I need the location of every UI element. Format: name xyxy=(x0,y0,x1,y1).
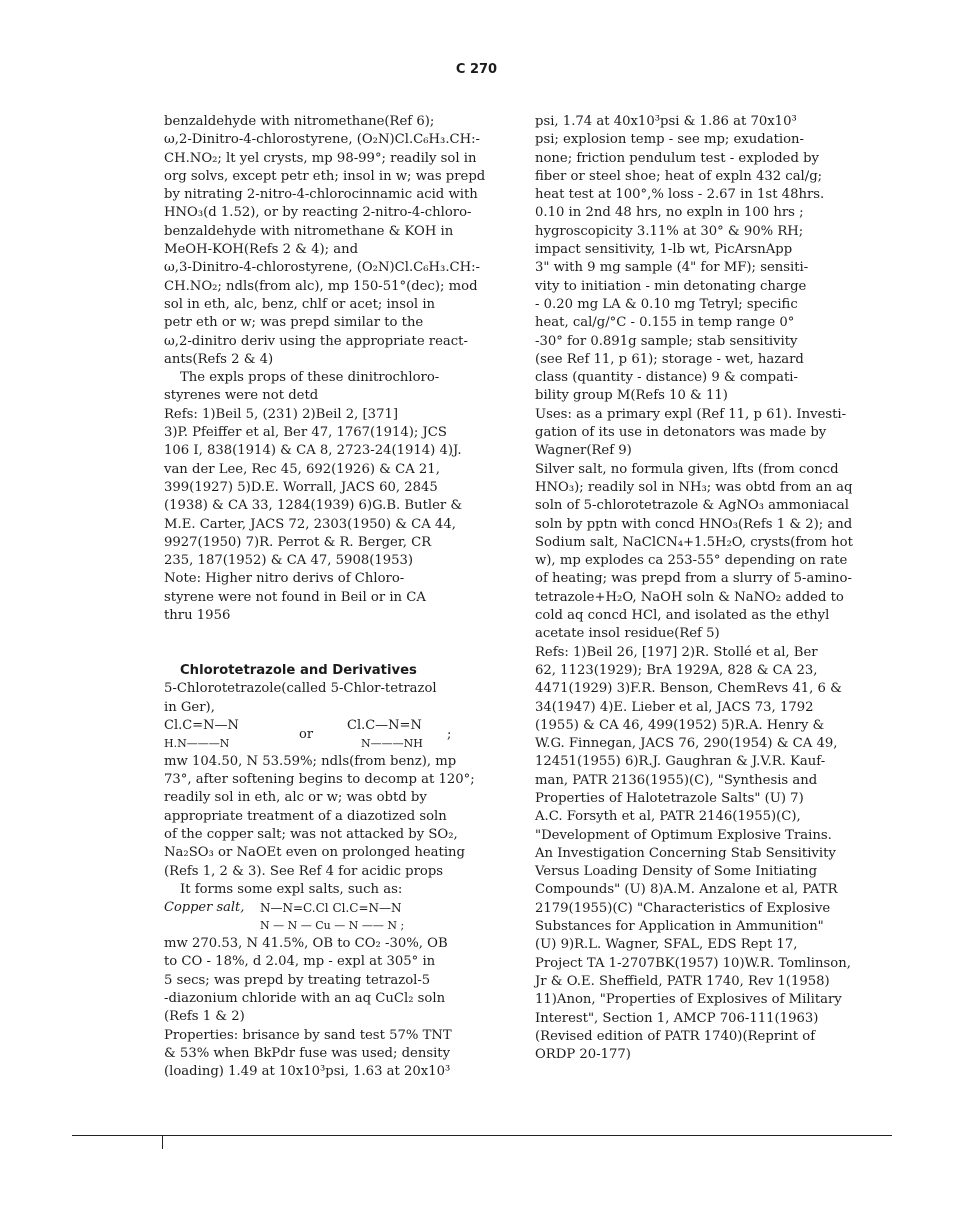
text-line: CH.NO₂; lt yel crysts, mp 98-99°; readily sol in xyxy=(164,150,477,166)
text-line: (Refs 1, 2 & 3). See Ref 4 for acidic props xyxy=(164,863,444,879)
text-line: styrene were not found in Beil or in CA xyxy=(164,589,426,605)
text-line: appropriate treatment of a diazotized soln xyxy=(164,808,447,824)
text-line: van der Lee, Rec 45, 692(1926) & CA 21, xyxy=(164,461,440,477)
text-line: Substances for Application in Ammunition" xyxy=(535,919,824,935)
structure-top-right: Cl.C—N=N xyxy=(347,717,422,733)
text-line: (Refs 1 & 2) xyxy=(164,1009,245,1025)
text-line: w), mp explodes ca 253-55° depending on rate xyxy=(535,553,848,569)
text-line: thru 1956 xyxy=(164,608,231,624)
text-line: (Revised edition of PATR 1740)(Reprint of xyxy=(535,1028,816,1044)
text-line: sol in eth, alc, benz, chlf or acet; insol in xyxy=(164,296,436,312)
text-line: Interest", Section 1, AMCP 706-111(1963) xyxy=(535,1010,819,1026)
text-line: Versus Loading Density of Some Initiating xyxy=(535,864,818,880)
text-line: CH.NO₂; ndls(from alc), mp 150-51°(dec); mod xyxy=(164,278,478,294)
text-line: org solvs, except petr eth; insol in w; was prepd xyxy=(164,168,486,184)
copper-salt-label: Copper salt, xyxy=(164,900,245,916)
text-line: Project TA 1-2707BK(1957) 10)W.R. Tomlinson, xyxy=(535,955,851,971)
text-line: mw 104.50, N 53.59%; ndls(from benz), mp xyxy=(164,753,457,769)
text-line: 5 secs; was prepd by treating tetrazol-5 xyxy=(164,972,431,988)
text-line: 62, 1123(1929); BrA 1929A, 828 & CA 23, xyxy=(535,662,818,678)
text-line: Note: Higher nitro derivs of Chloro- xyxy=(164,571,405,587)
text-line: heat, cal/g/°C - 0.155 in temp range 0° xyxy=(535,315,795,331)
text-line: W.G. Finnegan, JACS 76, 290(1954) & CA 49, xyxy=(535,736,838,752)
text-line: Silver salt, no formula given, lfts (from concd xyxy=(535,461,839,477)
text-line: gation of its use in detonators was made by xyxy=(535,425,827,441)
text-line: Compounds" (U) 8)A.M. Anzalone et al, PATR xyxy=(535,882,838,898)
text-line: 3" with 9 mg sample (4" for MF); sensiti- xyxy=(535,260,809,276)
text-line: in Ger), xyxy=(164,699,215,715)
text-line: & 53% when BkPdr fuse was used; density xyxy=(164,1045,451,1061)
structure-or: or xyxy=(299,726,314,742)
structure-semicolon: ; xyxy=(447,726,452,742)
text-line: benzaldehyde with nitromethane(Ref 6); xyxy=(164,114,435,129)
copper-salt-top: N—N=C.Cl Cl.C=N—N xyxy=(260,901,402,916)
text-line: Refs: 1)Beil 5, (231) 2)Beil 2, [371] xyxy=(164,406,398,422)
text-line: 235, 187(1952) & CA 47, 5908(1953) xyxy=(164,553,414,569)
text-line: tetrazole+H₂O, NaOH soln & NaNO₂ added to xyxy=(535,589,844,605)
text-line: benzaldehyde with nitromethane & KOH in xyxy=(164,223,454,239)
structure-bottom-left: H.N———N xyxy=(164,736,230,750)
text-line: none; friction pendulum test - exploded by xyxy=(535,150,820,166)
text-line: - 0.20 mg LA & 0.10 mg Tetryl; specific xyxy=(535,296,798,312)
text-line: (see Ref 11, p 61); storage - wet, hazard xyxy=(535,351,804,367)
text-line: Refs: 1)Beil 26, [197] 2)R. Stollé et al, Ber xyxy=(535,644,818,660)
text-line: psi; explosion temp - see mp; exudation- xyxy=(535,132,804,148)
footer-rule xyxy=(72,1135,892,1136)
text-line: of heating; was prepd from a slurry of 5-amino- xyxy=(535,571,852,587)
text-line: 3)P. Pfeiffer et al, Ber 47, 1767(1914); JCS xyxy=(164,425,447,441)
text-line: psi, 1.74 at 40x10³psi & 1.86 at 70x10³ xyxy=(535,114,797,129)
text-line: Properties: brisance by sand test 57% TNT xyxy=(164,1027,452,1043)
structure-top-left: Cl.C=N—N xyxy=(164,717,239,733)
text-line: It forms some expl salts, such as: xyxy=(180,881,403,897)
text-line: (1955) & CA 46, 499(1952) 5)R.A. Henry & xyxy=(535,717,825,733)
text-line: HNO₃); readily sol in NH₃; was obtd from an aq xyxy=(535,479,853,495)
structure-bottom-right: N———NH xyxy=(361,736,423,750)
text-line: ω,2-dinitro deriv using the appropriate react- xyxy=(164,333,468,349)
text-line: Properties of Halotetrazole Salts" (U) 7) xyxy=(535,790,804,806)
text-line: bility group M(Refs 10 & 11) xyxy=(535,388,728,404)
text-line: ω,2-Dinitro-4-chlorostyrene, (O₂N)Cl.C₆H₃.CH:- xyxy=(164,132,480,148)
structure-formula xyxy=(164,717,499,753)
text-line: of the copper salt; was not attacked by SO₂, xyxy=(164,826,458,842)
text-line: -diazonium chloride with an aq CuCl₂ soln xyxy=(164,991,446,1007)
text-line: A.C. Forsyth et al, PATR 2146(1955)(C), xyxy=(535,809,801,825)
text-line: to CO - 18%, d 2.04, mp - expl at 305° in xyxy=(164,954,436,970)
text-line: 5-Chlorotetrazole(called 5-Chlor-tetrazol xyxy=(164,681,437,697)
text-line: (loading) 1.49 at 10x10³psi, 1.63 at 20x10³ xyxy=(164,1064,451,1080)
text-line: petr eth or w; was prepd similar to the xyxy=(164,315,424,331)
text-line: MeOH-KOH(Refs 2 & 4); and xyxy=(164,242,359,258)
copper-salt-bottom: N — N — Cu — N —— N ; xyxy=(260,919,405,933)
text-line: soln of 5-chlorotetrazole & AgNO₃ ammoniacal xyxy=(535,498,849,514)
text-line: (U) 9)R.L. Wagner, SFAL, EDS Rept 17, xyxy=(535,937,798,953)
text-line: 4471(1929) 3)F.R. Benson, ChemRevs 41, 6 & xyxy=(535,681,842,697)
text-line: man, PATR 2136(1955)(C), "Synthesis and xyxy=(535,772,818,788)
text-line: -30° for 0.891g sample; stab sensitivity xyxy=(535,333,798,349)
text-line: by nitrating 2-nitro-4-chlorocinnamic acid with xyxy=(164,187,478,203)
text-line: impact sensitivity, 1-lb wt, PicArsnApp xyxy=(535,242,793,258)
section-title: Chlorotetrazole and Derivatives xyxy=(180,662,417,678)
text-line: acetate insol residue(Ref 5) xyxy=(535,626,720,642)
footer-tick xyxy=(162,1135,163,1149)
text-line: M.E. Carter, JACS 72, 2303(1950) & CA 44, xyxy=(164,516,456,532)
text-line: 9927(1950) 7)R. Perrot & R. Berger, CR xyxy=(164,534,432,550)
left-column xyxy=(164,113,499,1082)
text-line: 34(1947) 4)E. Lieber et al, JACS 73, 1792 xyxy=(535,699,814,715)
text-line: (1938) & CA 33, 1284(1939) 6)G.B. Butler & xyxy=(164,498,463,514)
text-line: 106 I, 838(1914) & CA 8, 2723-24(1914) 4)J. xyxy=(164,443,462,459)
text-line: HNO₃(d 1.52), or by reacting 2-nitro-4-chloro- xyxy=(164,205,472,221)
text-line: cold aq concd HCl, and isolated as the ethyl xyxy=(535,608,830,624)
text-line: "Development of Optimum Explosive Trains. xyxy=(535,827,832,843)
text-line: 12451(1955) 6)R.J. Gaughran & J.V.R. Kauf- xyxy=(535,754,826,770)
right-column xyxy=(535,113,875,1064)
text-line: An Investigation Concerning Stab Sensitivity xyxy=(535,845,836,861)
text-line: Sodium salt, NaClCN₄+1.5H₂O, crysts(from hot xyxy=(535,534,853,550)
text-line: 0.10 in 2nd 48 hrs, no expln in 100 hrs ; xyxy=(535,205,804,221)
text-line: ω,3-Dinitro-4-chlorostyrene, (O₂N)Cl.C₆H₃.CH:- xyxy=(164,260,480,276)
text-line: ants(Refs 2 & 4) xyxy=(164,351,274,367)
text-line: readily sol in eth, alc or w; was obtd by xyxy=(164,790,427,806)
text-line: soln by pptn with concd HNO₃(Refs 1 & 2); and xyxy=(535,516,853,532)
text-line: hygroscopicity 3.11% at 30° & 90% RH; xyxy=(535,223,804,239)
text-line: 399(1927) 5)D.E. Worrall, JACS 60, 2845 xyxy=(164,479,438,495)
text-line: class (quantity - distance) 9 & compati- xyxy=(535,370,798,386)
text-line: Jr & O.E. Sheffield, PATR 1740, Rev 1(1958) xyxy=(535,973,830,989)
text-line: 2179(1955)(C) "Characteristics of Explosive xyxy=(535,900,831,916)
text-line: Wagner(Ref 9) xyxy=(535,443,632,459)
text-line: Na₂SO₃ or NaOEt even on prolonged heating xyxy=(164,845,465,861)
text-line: The expls props of these dinitrochloro- xyxy=(180,370,440,386)
text-line: 11)Anon, "Properties of Explosives of Military xyxy=(535,992,842,1008)
page-header: C 270 xyxy=(455,62,498,77)
text-line: heat test at 100°,% loss - 2.67 in 1st 48hrs. xyxy=(535,187,825,203)
text-line: ORDP 20-177) xyxy=(535,1047,631,1063)
text-line: fiber or steel shoe; heat of expln 432 cal/g; xyxy=(535,168,823,184)
text-line: mw 270.53, N 41.5%, OB to CO₂ -30%, OB xyxy=(164,936,448,952)
text-line: 73°, after softening begins to decomp at 120°; xyxy=(164,772,475,788)
copper-salt-formula xyxy=(164,899,499,935)
text-line: vity to initiation - min detonating charge xyxy=(535,278,807,294)
text-line: Uses: as a primary expl (Ref 11, p 61). Investi- xyxy=(535,406,847,422)
text-line: styrenes were not detd xyxy=(164,388,319,404)
